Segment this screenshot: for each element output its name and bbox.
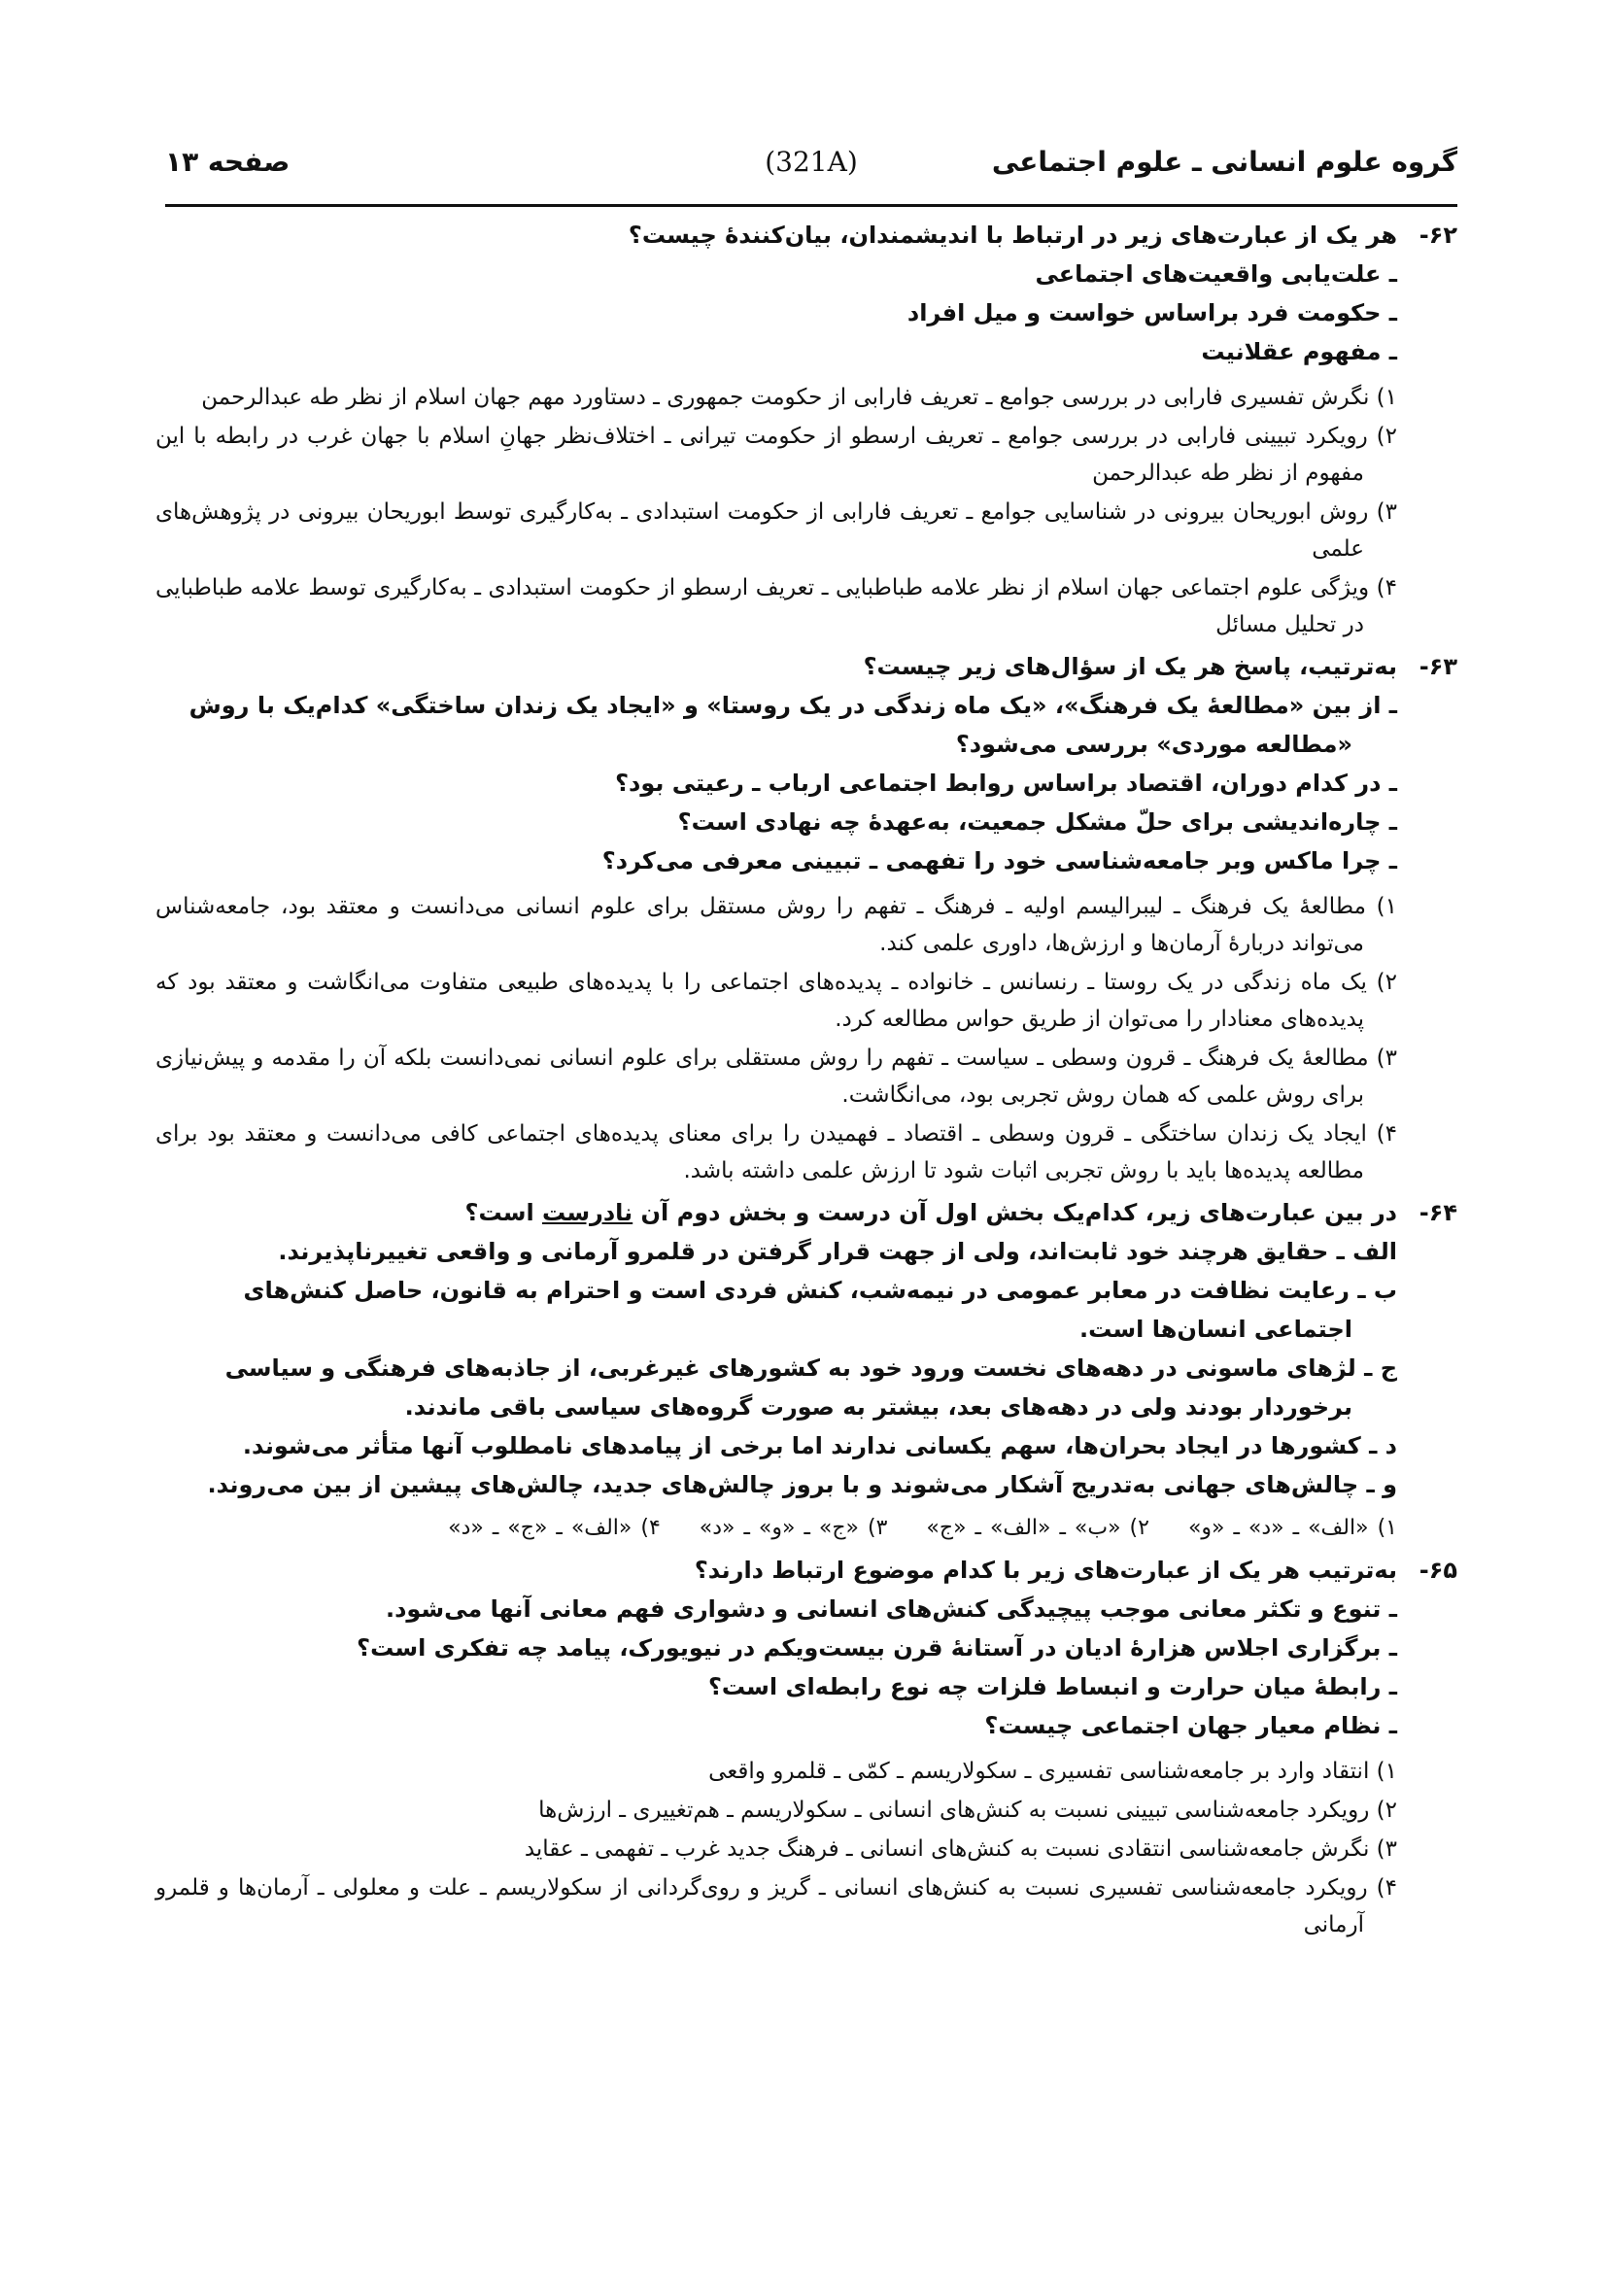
question-stem: به‌ترتیب هر یک از عبارت‌های زیر با کدام موضوع ارتباط دارند؟ xyxy=(694,1557,1397,1584)
stem-underlined-word: نادرست xyxy=(542,1199,633,1226)
question-62 xyxy=(155,216,1457,643)
answer-options-inline xyxy=(155,1510,1397,1547)
header-title: گروه علوم انسانی ـ علوم اجتماعی xyxy=(991,146,1457,178)
answer-option-1[interactable]: ۱) نگرش تفسیری فارابی در بررسی جوامع ـ تعریف فارابی از حکومت جمهوری ـ دستاورد مهم جهان اسلام از نظر طه عبدالرحمن xyxy=(201,385,1397,410)
question-item: ـ چاره‌اندیشی برای حلّ مشکل جمعیت، به‌عهدهٔ چه نهادی است؟ xyxy=(677,808,1397,836)
question-63 xyxy=(155,647,1457,1189)
answer-option-2[interactable]: ۲) یک ماه زندگی در یک روستا ـ رنسانس ـ خانواده ـ پدیده‌های اجتماعی را با پدیده‌های طبیعی متفاوت می‌انگاشت و معتقد بود که پدیده‌های معنادار را می‌توان از طریق حواس مطالعه کرد. xyxy=(155,970,1397,1032)
question-item: ـ تنوع و تکثر معانی موجب پیچیدگی کنش‌های انسانی و دشواری فهم معانی آنها می‌شود. xyxy=(386,1595,1397,1623)
question-stem xyxy=(155,1193,1397,1232)
question-number: ۶۴- xyxy=(1419,1199,1457,1226)
header-code: (321A) xyxy=(765,146,858,178)
answer-option-1[interactable]: ۱) انتقاد وارد بر جامعه‌شناسی تفسیری ـ سکولاریسم ـ کمّی ـ قلمرو واقعی xyxy=(708,1759,1397,1784)
question-items xyxy=(155,1232,1397,1504)
answer-option-2[interactable]: ۲) رویکرد جامعه‌شناسی تبیینی نسبت به کنش‌های انسانی ـ سکولاریسم ـ هم‌تغییری ـ ارزش‌ها xyxy=(538,1798,1397,1823)
question-item: ب ـ رعایت نظافت در معابر عمومی در نیمه‌شب، کنش فردی است و احترام به قانون، حاصل کنش‌های اجتماعی انسان‌ها است. xyxy=(243,1277,1397,1343)
question-item: ـ برگزاری اجلاس هزارهٔ ادیان در آستانهٔ قرن بیست‌ویکم در نیویورک، پیامد چه تفکری است؟ xyxy=(357,1634,1397,1662)
answer-option-3[interactable]: ۳) «ج» ـ «و» ـ «د» xyxy=(699,1516,888,1540)
stem-part-after: است؟ xyxy=(464,1199,543,1226)
header-page-number: صفحه ۱۳ xyxy=(165,146,291,178)
questions-container xyxy=(155,216,1457,1947)
question-item: ـ نظام معیار جهان اجتماعی چیست؟ xyxy=(984,1712,1397,1739)
answer-option-2[interactable]: ۲) «ب» ـ «الف» ـ «ج» xyxy=(926,1516,1149,1540)
question-item: ـ مفهوم عقلانیت xyxy=(1201,338,1397,365)
answer-options xyxy=(155,1753,1397,1943)
answer-options xyxy=(155,379,1397,643)
question-items xyxy=(155,686,1397,880)
question-item: ـ چرا ماکس وبر جامعه‌شناسی خود را تفهمی ـ تبیینی معرفی می‌کرد؟ xyxy=(601,847,1397,874)
question-item: ج ـ لژهای ماسونی در دهه‌های نخست ورود خود به کشورهای غیرغربی، از جاذبه‌های فرهنگی و سیاسی برخوردار بودند ولی در دهه‌های بعد، بیشتر به صورت گروه‌های سیاسی باقی ماندند. xyxy=(224,1354,1397,1421)
question-item: د ـ کشورها در ایجاد بحران‌ها، سهم یکسانی ندارند اما برخی از پیامدهای نامطلوب آنها متأثر می‌شوند. xyxy=(242,1432,1397,1459)
question-item: ـ علت‌یابی واقعیت‌های اجتماعی xyxy=(1035,260,1397,288)
question-item: ـ در کدام دوران، اقتصاد براساس روابط اجتماعی ارباب ـ رعیتی بود؟ xyxy=(615,770,1397,797)
question-items xyxy=(155,1590,1397,1745)
answer-option-4[interactable]: ۴) «الف» ـ «ج» ـ «د» xyxy=(448,1516,661,1540)
question-item: الف ـ حقایق هرچند خود ثابت‌اند، ولی از جهت قرار گرفتن در قلمرو آرمانی و واقعی تغییرناپذیرند. xyxy=(278,1238,1397,1265)
answer-option-1[interactable]: ۱) مطالعهٔ یک فرهنگ ـ لیبرالیسم اولیه ـ فرهنگ ـ تفهم را روش مستقل برای علوم انسانی می‌دانست و معتقد بود، جامعه‌شناس می‌تواند دربارهٔ آرمان‌ها و ارزش‌ها، داوری علمی کند. xyxy=(155,894,1397,956)
question-item: ـ از بین «مطالعهٔ یک فرهنگ»، «یک ماه زندگی در یک روستا» و «ایجاد یک زندان ساختگی» کدام‌یک با روش «مطالعه موردی» بررسی می‌شود؟ xyxy=(188,692,1397,758)
question-item: ـ رابطهٔ میان حرارت و انبساط فلزات چه نوع رابطه‌ای است؟ xyxy=(707,1673,1397,1700)
question-number: ۶۵- xyxy=(1419,1557,1457,1584)
question-item: و ـ چالش‌های جهانی به‌تدریج آشکار می‌شوند و با بروز چالش‌های جدید، چالش‌های پیشین از بین می‌روند. xyxy=(207,1471,1397,1498)
question-number: ۶۲- xyxy=(1419,222,1457,249)
stem-part-before: در بین عبارت‌های زیر، کدام‌یک بخش اول آن درست و بخش دوم آن xyxy=(633,1199,1397,1226)
question-stem: هر یک از عبارت‌های زیر در ارتباط با اندیشمندان، بیان‌کنندهٔ چیست؟ xyxy=(628,222,1397,249)
answer-option-2[interactable]: ۲) رویکرد تبیینی فارابی در بررسی جوامع ـ تعریف ارسطو از حکومت تیرانی ـ اختلاف‌نظر جهانِ اسلام با جهان غرب در رابطه با این مفهوم از نظر طه عبدالرحمن xyxy=(155,424,1397,486)
answer-option-4[interactable]: ۴) ویژگی علوم اجتماعی جهان اسلام از نظر علامه طباطبایی ـ تعریف ارسطو از حکومت استبدادی ـ به‌کارگیری توسط علامه طباطبایی در تحلیل مسائل xyxy=(155,575,1397,637)
answer-options xyxy=(155,888,1397,1189)
question-stem: به‌ترتیب، پاسخ هر یک از سؤال‌های زیر چیست؟ xyxy=(863,653,1397,680)
question-number: ۶۳- xyxy=(1419,653,1457,680)
answer-option-3[interactable]: ۳) مطالعهٔ یک فرهنگ ـ قرون وسطی ـ سیاست ـ تفهم را روش مستقلی برای علوم انسانی نمی‌دانست بلکه آن را مقدمه و پیش‌نیازی برای روش علمی که همان روش تجربی بود، می‌انگاشت. xyxy=(155,1045,1397,1108)
page-header xyxy=(165,146,1457,200)
question-items xyxy=(155,255,1397,371)
question-64 xyxy=(155,1193,1457,1547)
answer-option-3[interactable]: ۳) روش ابوریحان بیرونی در شناسایی جوامع ـ تعریف فارابی از حکومت استبدادی ـ به‌کارگیری توسط ابوریحان بیرونی در پژوهش‌های علمی xyxy=(155,499,1397,562)
header-divider xyxy=(165,204,1457,207)
answer-option-4[interactable]: ۴) ایجاد یک زندان ساختگی ـ قرون وسطی ـ اقتصاد ـ فهمیدن را برای معنای پدیده‌های اجتماعی کافی می‌دانست و معتقد بود برای مطالعه پدیده‌ها باید با روش تجربی اثبات شود تا ارزش علمی داشته باشد. xyxy=(155,1121,1397,1183)
answer-option-4[interactable]: ۴) رویکرد جامعه‌شناسی تفسیری نسبت به کنش‌های انسانی ـ گریز و روی‌گردانی از سکولاریسم ـ علت و معلولی ـ آرمان‌ها و قلمرو آرمانی xyxy=(155,1875,1397,1937)
question-item: ـ حکومت فرد براساس خواست و میل افراد xyxy=(906,299,1397,326)
answer-option-3[interactable]: ۳) نگرش جامعه‌شناسی انتقادی نسبت به کنش‌های انسانی ـ فرهنگ جدید غرب ـ تفهمی ـ عقاید xyxy=(524,1836,1397,1862)
answer-option-1[interactable]: ۱) «الف» ـ «د» ـ «و» xyxy=(1187,1516,1397,1540)
question-65 xyxy=(155,1551,1457,1943)
